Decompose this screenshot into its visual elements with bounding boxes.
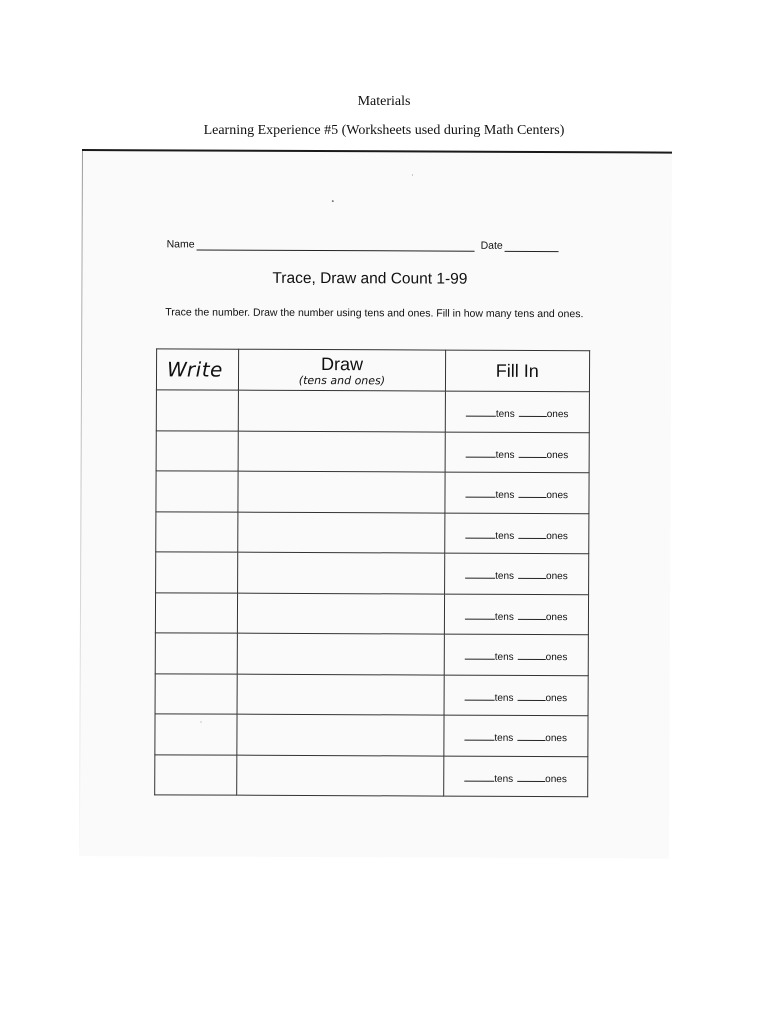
ones-label: ones [546,409,569,421]
table-header-row [156,349,589,392]
table-row [155,633,588,675]
write-cell [155,633,238,674]
ones-blank [518,610,546,620]
table-row [156,552,589,594]
ones-label: ones [546,530,568,542]
table-row [155,714,588,756]
scanned-worksheet [79,149,672,859]
draw-cell [239,390,445,431]
ones-label: ones [546,449,569,461]
ones-label: ones [545,692,568,704]
name-label: Name [166,238,195,251]
tens-label: tens [495,449,515,461]
ones-label: ones [545,611,568,623]
tens-blank [465,609,495,619]
ones-blank [518,529,546,539]
tens-blank [465,650,495,660]
ones-blank [517,731,545,741]
fill-in-cell [443,756,588,797]
table-row [155,673,588,715]
name-date-row [167,238,577,252]
tens-label: tens [495,490,515,502]
materials-heading: Materials [357,94,411,109]
write-cell [156,552,239,593]
write-cell [155,754,238,795]
ones-blank [519,407,547,417]
ones-blank [519,448,547,458]
scan-edge [79,151,83,856]
ones-blank [518,650,546,660]
draw-cell [238,633,444,674]
tens-blank [465,569,495,579]
draw-cell [237,714,443,755]
name-blank [197,239,475,252]
table-row [156,471,589,513]
ones-label: ones [545,652,568,664]
draw-cell [238,512,444,553]
fill-in-text [464,773,567,784]
tens-label: tens [495,409,515,421]
fill-in-text [465,490,568,501]
write-cell [155,673,238,714]
draw-cell [238,552,444,593]
table-row [155,592,588,634]
scan-speck [412,174,413,175]
tens-blank [465,488,495,498]
table-row [156,430,589,472]
ones-label: ones [545,773,567,785]
ones-blank [518,569,546,579]
worksheet-instructions: Trace the number. Draw the number using tens and ones. Fill in how many tens and ones. [165,306,584,321]
tens-label: tens [495,571,515,583]
ones-label: ones [546,571,568,583]
ones-blank [517,772,545,782]
tens-label: tens [494,773,514,785]
ones-label: ones [545,733,568,745]
tens-label: tens [494,692,514,704]
fill-in-text [465,611,568,622]
fill-in-text [464,733,567,744]
write-cell [155,714,238,755]
write-cell [156,471,239,512]
tens-label: tens [494,733,514,745]
tens-blank [464,771,494,781]
draw-cell [238,431,444,472]
write-cell [156,390,239,431]
table-row [156,511,589,553]
fill-in-cell [444,594,589,635]
header-draw [239,349,445,391]
scan-speck [332,200,334,202]
fill-in-cell [445,391,590,432]
tens-label: tens [494,611,514,623]
table-row [156,390,589,432]
fill-in-cell [444,513,589,554]
fill-in-cell [444,675,589,716]
draw-cell [238,471,444,512]
header-draw-sublabel: (tens and ones) [298,373,386,387]
table-row [155,754,588,796]
tens-blank [466,447,496,457]
fill-in-cell [444,634,589,675]
experience-heading: Learning Experience #5 (Worksheets used during Math Centers) [203,123,565,138]
ones-blank [518,488,546,498]
fill-in-cell [444,472,589,513]
fill-in-cell [443,715,588,756]
ones-label: ones [546,490,569,502]
tens-blank [465,528,495,538]
fill-in-text [465,530,568,541]
date-blank [505,240,559,252]
tens-label: tens [494,652,514,664]
date-label: Date [480,239,503,252]
draw-cell [238,593,444,634]
worksheet-table [154,348,590,797]
write-cell [155,592,238,633]
tens-blank [466,407,496,417]
fill-in-text [466,409,569,420]
fill-in-text [465,692,568,703]
fill-in-cell [445,432,590,473]
tens-blank [464,731,494,741]
fill-in-text [466,449,569,460]
header-fill-in: Fill In [445,350,590,392]
draw-cell [237,755,443,796]
tens-blank [465,690,495,700]
ones-blank [517,691,545,701]
worksheet-title: Trace, Draw and Count 1-99 [272,269,468,288]
tens-label: tens [495,530,515,542]
fill-in-text [465,652,568,663]
write-cell [156,511,239,552]
write-cell [156,430,239,471]
fill-in-text [465,571,568,582]
header-draw-label: Draw [320,353,364,374]
header-write: Write [156,349,239,390]
fill-in-cell [444,553,589,594]
draw-cell [237,674,443,715]
